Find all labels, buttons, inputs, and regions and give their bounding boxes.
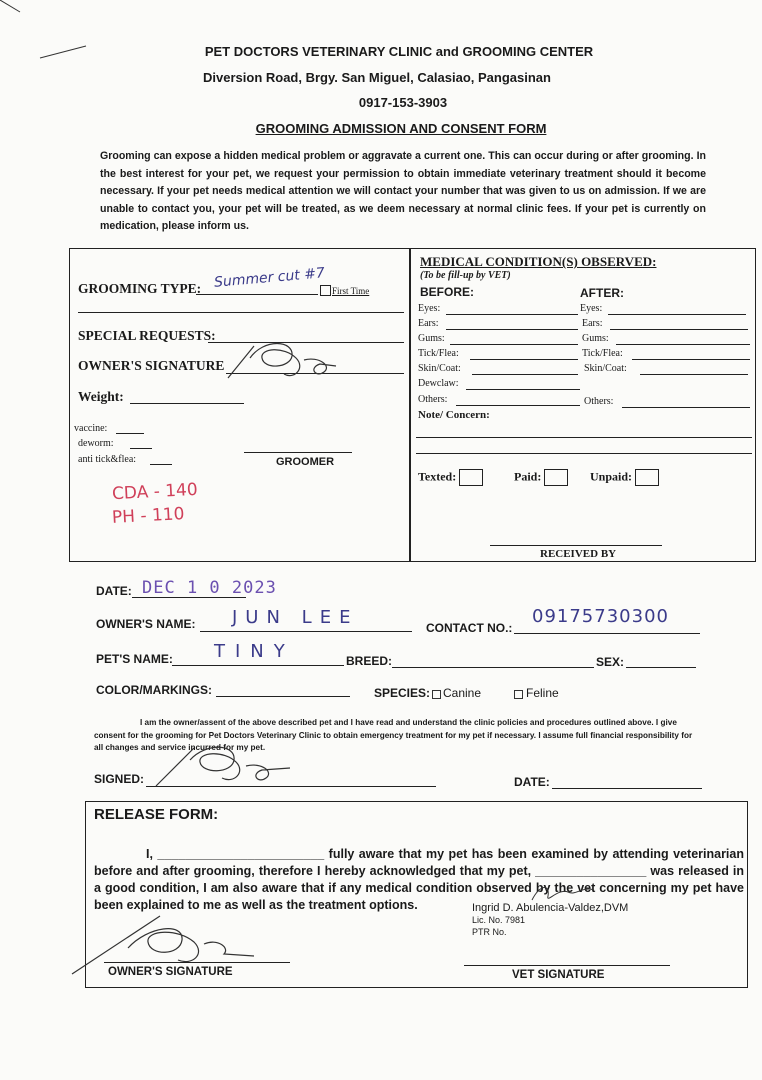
contact-value[interactable]: 09175730300: [532, 606, 669, 627]
before-tickflea: Tick/Flea:: [418, 348, 459, 359]
feline-label: Feline: [526, 686, 559, 700]
clinic-phone: 0917-153-3903: [358, 95, 448, 110]
date-stamp[interactable]: DEC 1 0 2023: [142, 578, 277, 598]
weight-label: Weight:: [78, 389, 124, 404]
deworm-label: deworm:: [78, 438, 114, 449]
date-label: DATE:: [96, 584, 132, 598]
anti-tick-label: anti tick&flea:: [78, 454, 137, 465]
form-title: GROOMING ADMISSION AND CONSENT FORM: [255, 121, 547, 136]
special-requests-label: SPECIAL REQUESTS:: [78, 328, 216, 343]
paid-checkbox[interactable]: [544, 469, 568, 486]
texted-label: [418, 469, 483, 486]
vaccine-label: vaccine:: [74, 423, 108, 434]
medical-title: MEDICAL CONDITION(S) OBSERVED:: [420, 254, 657, 269]
release-owner-signature-label: OWNER'S SIGNATURE: [108, 966, 233, 978]
owner-signature-label: OWNER'S SIGNATURE: [78, 358, 225, 373]
feline-checkbox[interactable]: [514, 690, 523, 699]
before-label: BEFORE:: [420, 285, 474, 299]
owner-name-label: OWNER'S NAME:: [96, 617, 196, 631]
breed-label: BREED:: [346, 654, 393, 668]
canine-label: Canine: [443, 686, 482, 700]
consent-date-label: DATE:: [514, 775, 550, 789]
unpaid-text: Unpaid:: [590, 469, 633, 484]
first-time-label: First Time: [332, 286, 370, 296]
scan-corner-mark: [0, 0, 90, 70]
canine-checkbox[interactable]: [432, 690, 441, 699]
first-time-checkbox[interactable]: [320, 285, 331, 296]
clinic-address: Diversion Road, Brgy. San Miguel, Calasiao, Pangasinan: [203, 70, 551, 85]
received-by-label: RECEIVED BY: [540, 548, 617, 560]
species-label: SPECIES:: [374, 686, 431, 700]
note-concern-label: Note/ Concern:: [418, 409, 490, 421]
before-eyes: Eyes:: [418, 303, 441, 314]
pet-name-value[interactable]: TINY: [214, 641, 295, 662]
after-gums: Gums:: [582, 333, 609, 344]
medical-subtitle: (To be fill-up by VET): [420, 270, 511, 281]
owner-name-value[interactable]: JUN LEE: [232, 607, 359, 628]
pet-name-label: PET'S NAME:: [96, 652, 173, 666]
texted-text: Texted:: [418, 469, 457, 484]
handwritten-note-1: CDA - 140: [111, 479, 199, 505]
after-tickflea: Tick/Flea:: [582, 348, 623, 359]
before-skincoat: Skin/Coat:: [418, 363, 461, 374]
before-gums: Gums:: [418, 333, 445, 344]
vet-name: Ingrid D. Abulencia-Valdez,DVM: [472, 902, 629, 914]
grooming-type-value[interactable]: Summer cut #7: [213, 265, 326, 291]
unpaid-label: [590, 469, 659, 486]
release-title: RELEASE FORM:: [94, 806, 219, 823]
handwritten-note-2: PH - 110: [111, 504, 185, 528]
groomer-label: GROOMER: [276, 456, 335, 468]
release-paragraph: I, ________________________ fully aware that my pet has been examined by attending veterinarian before and after grooming, therefore I hereby acknowledged that my pet, ________________ was released in a good condition, I am also aware that if any medical condition observed by the vet concerning my pet have been explained to me as well as the treatment options.: [94, 847, 744, 912]
vet-signature-label: VET SIGNATURE: [512, 969, 605, 981]
contact-label: CONTACT NO.:: [426, 621, 513, 635]
intro-paragraph: Grooming can expose a hidden medical problem or aggravate a current one. This can occur during or after grooming. In the best interest for your pet, we request your permission to obtain immediate veterinary treatment should it become necessary. If your pet needs medical attention we will contact your number that was given to us on admission. If we are unable to contact you, your pet will be treated, as we deem necessary at normal clinic fees. If your pet is currently on medication, please inform us.: [100, 150, 706, 232]
consent-paragraph: I am the owner/assent of the above described pet and I have read and understand the clinic policies and procedures outlined above. I give consent for the grooming for Pet Doctors Veterinary Clinic to obtain emergency treatment for my pet if necessary. I assume full financial responsibility for all changes and service incurred for my pet.: [94, 718, 693, 752]
paid-label: [514, 469, 568, 486]
consent-signature-scribble: [150, 738, 300, 792]
clinic-name: PET DOCTORS VETERINARY CLINIC and GROOMING CENTER: [204, 44, 594, 59]
unpaid-checkbox[interactable]: [635, 469, 659, 486]
owner-signature-scribble: [224, 338, 354, 386]
before-dewclaw: Dewclaw:: [418, 378, 459, 389]
after-skincoat: Skin/Coat:: [584, 363, 627, 374]
vet-ptr: PTR No.: [472, 927, 507, 937]
sex-label: SEX:: [596, 655, 625, 669]
after-label: AFTER:: [580, 286, 624, 300]
grooming-type-label: GROOMING TYPE:: [78, 281, 202, 296]
vet-license: Lic. No. 7981: [472, 915, 526, 925]
color-markings-label: COLOR/MARKINGS:: [96, 683, 212, 697]
before-ears: Ears:: [418, 318, 439, 329]
before-others: Others:: [418, 394, 448, 405]
paid-text: Paid:: [514, 469, 542, 484]
after-eyes: Eyes:: [580, 303, 603, 314]
signed-label: SIGNED:: [94, 772, 145, 786]
after-others: Others:: [584, 396, 614, 407]
texted-checkbox[interactable]: [459, 469, 483, 486]
after-ears: Ears:: [582, 318, 603, 329]
